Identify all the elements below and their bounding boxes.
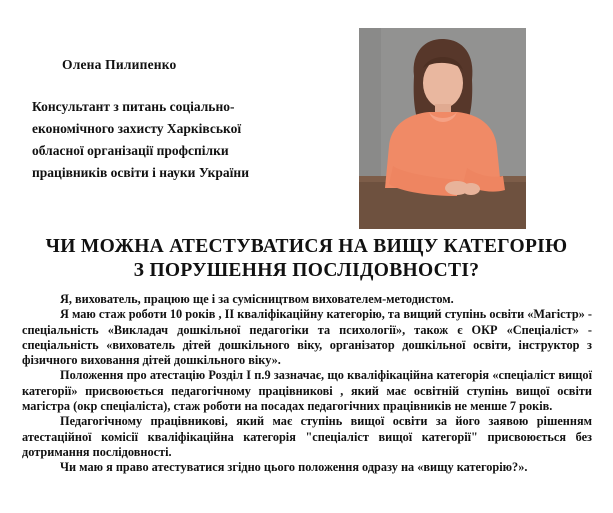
paragraph-5: Чи маю я право атестуватися згідно цього положення одразу на «вищу категорію?». — [60, 460, 528, 475]
paragraph-2: Я маю стаж роботи 10 років , ІІ кваліфікаційну категорію, та вищий ступінь освіти «Магістр» - спеціальність «Викладач дошкільної педагогіки та психології», також є ОКР «Спеціаліст» - спеціальність «вихователь дітей дошкільного віку, організатор дошкільної освіти, інструктор з фізичного виховання дітей дошкільного віку». — [22, 307, 592, 368]
author-name: Олена Пилипенко — [62, 57, 177, 72]
article-headline — [0, 235, 613, 283]
paragraph-1: Я, вихователь, працюю ще і за сумісництвом вихователем-методистом. — [60, 292, 454, 306]
author-photo — [359, 28, 526, 229]
article-body — [22, 292, 592, 476]
paragraph-3: Положення про атестацію Розділ І п.9 зазначає, що кваліфікаційна категорія «спеціаліст вищої категорії» присвоюється педагогічному працівникові , який має освітній ступінь вищої освіти магістра (окр спеціаліста), стаж роботи на посадах педагогічних працівників не менше 7 років. — [22, 368, 592, 414]
author-role: Консультант з питань соціально-економічного захисту Харківської обласної організації профспілки працівників освіти і науки України — [32, 99, 249, 180]
portrait-photo-icon — [359, 28, 526, 229]
headline-line-1: ЧИ МОЖНА АТЕСТУВАТИСЯ НА ВИЩУ КАТЕГОРІЮ — [45, 236, 568, 257]
headline-line-2: З ПОРУШЕННЯ ПОСЛІДОВНОСТІ? — [133, 260, 480, 281]
paragraph-4: Педагогічному працівникові, який має ступінь вищої освіти за його заявою рішенням атестаційної комісії кваліфікаційна категорія "спеціаліст вищої категорії" присвоюється без дотримання послідовності. — [22, 414, 592, 459]
